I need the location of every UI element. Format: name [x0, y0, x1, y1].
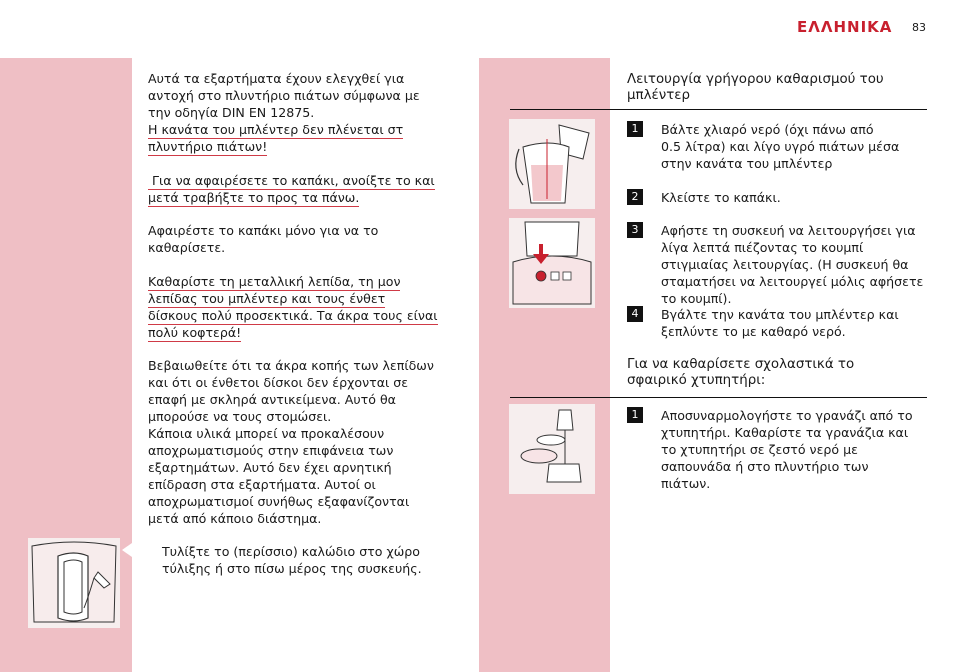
cord-storage-illustration [28, 538, 120, 628]
page-number: 83 [912, 21, 926, 34]
step2-text: Κλείστε το καπάκι. [661, 190, 781, 205]
section1-rule [510, 109, 927, 110]
step4-number: 4 [627, 306, 643, 322]
step3-number: 3 [627, 222, 643, 238]
appliance-base-icon [28, 538, 120, 628]
section2-title: Για να καθαρίσετε σχολαστικά το σφαιρικό χτυπητήρι: [627, 357, 855, 388]
language-label: ΕΛΛΗΝΙΚΑ [797, 18, 893, 36]
whisk-step1-number: 1 [627, 407, 643, 423]
step4-text: Βγάλτε την κανάτα του μπλέντερ και ξεπλύντε το με καθαρό νερό. [661, 307, 899, 339]
blade-care-note: Βεβαιωθείτε ότι τα άκρα κοπής των λεπίδων και ότι οι ένθετοι δίσκοι δεν έρχονται σε επαφή με σκληρά αντικείμενα. Αυτό θα μπορούσε να τους στομώσει. Κάποια υλικά μπορεί να προκαλέσουν αποχρωματισμούς στην επιφάνεια των εξαρτημάτων. Αυτό δεν έχει αρνητική επίδραση στα εξαρτήματα. Αυτοί οι αποχρωματισμοί συνήθως εξαφανίζονται μετά από κάποιο διάστημα. [148, 358, 434, 526]
blade-warning: Καθαρίστε τη μεταλλική λεπίδα, τη μον λεπίδας του μπλέντερ και τους ένθετ δίσκους πολύ προσεκτικά. Τα άκρα τους είναι πολύ κοφτερά! [148, 274, 438, 340]
pulse-button-illustration [509, 218, 595, 308]
section2-rule [510, 397, 927, 398]
cord-storage-note: Τυλίξτε το (περίσσιο) καλώδιο στο χώρο τύλιξης ή στο πίσω μέρος της συσκευής. [162, 544, 422, 576]
section1-title: Λειτουργία γρήγορου καθαρισμού του μπλέντερ [627, 72, 884, 103]
jug-dishwasher-warning: Η κανάτα του μπλέντερ δεν πλένεται στ πλυντήριο πιάτων! [148, 122, 404, 154]
step1-number: 1 [627, 121, 643, 137]
lid-removal-warning: Για να αφαιρέσετε το καπάκι, ανοίξτε το και μετά τραβήξτε το προς τα πάνω. [148, 173, 435, 205]
appliance-control-icon [509, 218, 595, 308]
pointer-arrow-icon [122, 543, 132, 557]
blender-jug-icon [509, 119, 595, 209]
whisk-step1-text: Αποσυναρμολογήστε το γρανάζι από το χτυπητήρι. Καθαρίστε τα γρανάζια και το χτυπητήρι σε ζεστό νερό με σαπουνάδα ή στο πλυντήριο των πιάτων. [661, 408, 913, 491]
whisk-gear-icon [509, 404, 595, 494]
step1-text: Βάλτε χλιαρό νερό (όχι πάνω από 0.5 λίτρα) και λίγο υγρό πιάτων μέσα στην κανάτα του μπλέντερ [661, 122, 900, 171]
dishwasher-note: Αυτά τα εξαρτήματα έχουν ελεγχθεί για αντοχή στο πλυντήριο πιάτων σύμφωνα με την οδηγία DIN EN 12875. [148, 71, 420, 120]
lid-clean-note: Αφαιρέστε το καπάκι μόνο για να το καθαρίσετε. [148, 223, 379, 255]
whisk-disassembly-illustration [509, 404, 595, 494]
pour-water-illustration [509, 119, 595, 209]
step2-number: 2 [627, 189, 643, 205]
step3-text: Αφήστε τη συσκευή να λειτουργήσει για λίγα λεπτά πιέζοντας το κουμπί στιγμιαίας λειτουργίας. (Η συσκευή θα σταματήσει να λειτουργεί μόλις αφήσετε το κουμπί). [661, 223, 924, 306]
